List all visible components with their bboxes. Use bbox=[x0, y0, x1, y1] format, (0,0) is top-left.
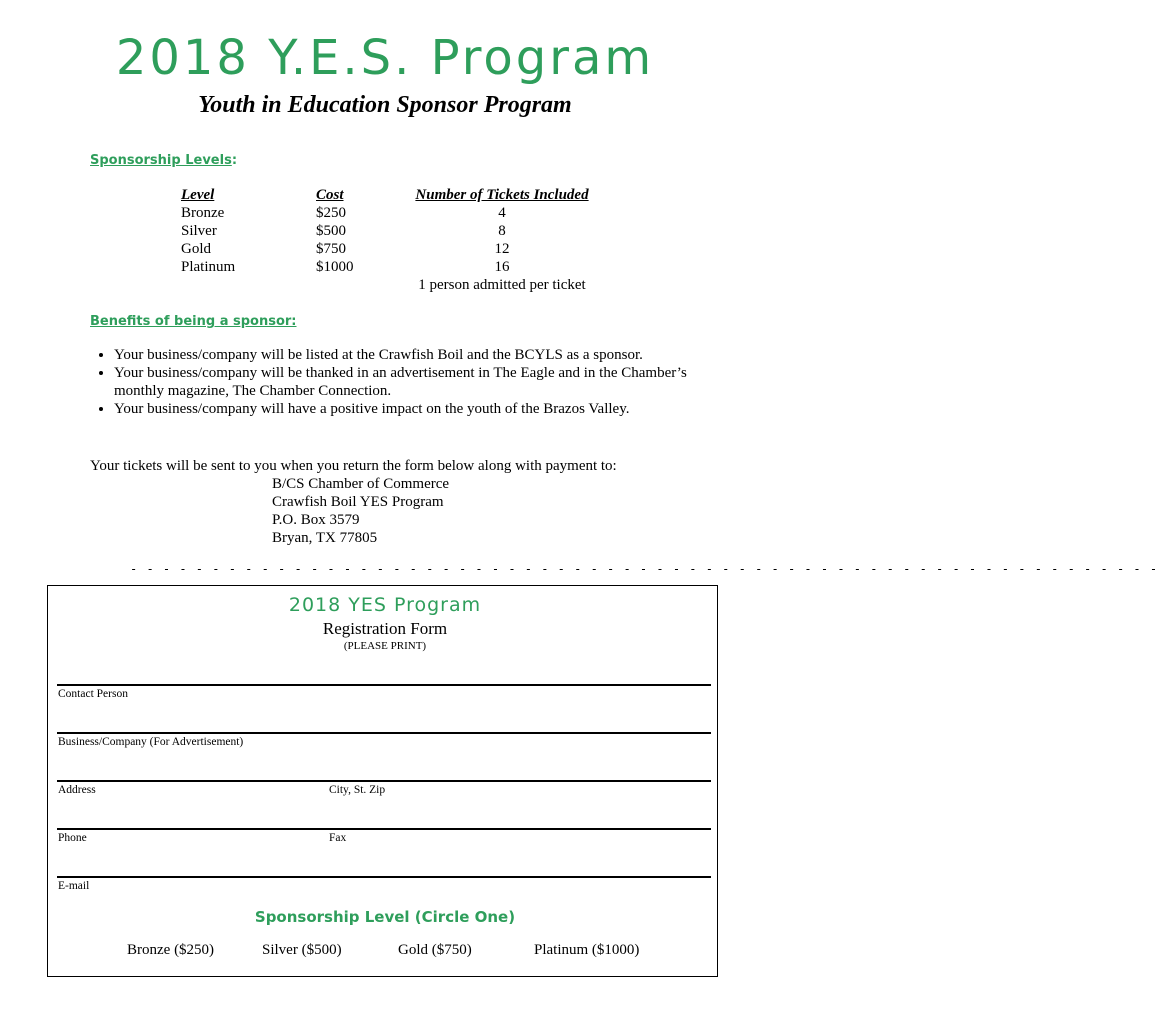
cost-cell: $750 bbox=[316, 241, 346, 257]
contact-person-line[interactable] bbox=[57, 684, 711, 686]
tickets-cell: 12 bbox=[494, 241, 510, 257]
address-line: B/CS Chamber of Commerce bbox=[272, 476, 450, 492]
business-label: Business/Company (For Advertisement) bbox=[58, 736, 244, 748]
level-cell: Bronze bbox=[181, 205, 225, 221]
phone-label: Phone bbox=[58, 832, 87, 844]
benefits-heading-text: Benefits of being a sponsor: bbox=[90, 314, 297, 329]
level-cell: Platinum bbox=[181, 259, 236, 275]
mailing-intro: Your tickets will be sent to you when you return the form below along with payment to: bbox=[90, 458, 617, 474]
benefit-item: • Your business/company will have a positive impact on the youth of the Brazos Valley. bbox=[114, 400, 694, 418]
tickets-column-header: Number of Tickets Included bbox=[415, 187, 589, 203]
tickets-note: 1 person admitted per ticket bbox=[418, 277, 586, 293]
level-cell: Silver bbox=[181, 223, 217, 239]
cost-cell: $500 bbox=[316, 223, 346, 239]
option-platinum[interactable]: Platinum ($1000) bbox=[534, 942, 640, 958]
page-subtitle: Youth in Education Sponsor Program bbox=[198, 92, 572, 118]
address-line: Bryan, TX 77805 bbox=[272, 530, 378, 546]
mailing-address bbox=[272, 475, 449, 547]
tickets-cell: 16 bbox=[494, 259, 510, 275]
address-label: Address bbox=[58, 784, 96, 796]
fax-label: Fax bbox=[329, 832, 347, 844]
city-state-zip-label: City, St. Zip bbox=[329, 784, 386, 796]
cost-column-header: Cost bbox=[316, 187, 344, 203]
form-instruction: (PLEASE PRINT) bbox=[343, 640, 427, 652]
sponsorship-level-heading: Sponsorship Level (Circle One) bbox=[254, 908, 516, 926]
address-line-field[interactable] bbox=[57, 780, 711, 782]
option-bronze[interactable]: Bronze ($250) bbox=[127, 942, 215, 958]
sponsorship-levels-heading bbox=[90, 151, 237, 169]
tickets-cell: 4 bbox=[498, 205, 506, 221]
cost-cell: $250 bbox=[316, 205, 346, 221]
benefits-list bbox=[90, 346, 694, 418]
level-cell: Gold bbox=[181, 241, 211, 257]
contact-person-label: Contact Person bbox=[58, 688, 128, 700]
level-column-header: Level bbox=[181, 187, 215, 203]
sponsorship-levels-heading-colon: : bbox=[231, 153, 238, 168]
tickets-cell: 8 bbox=[498, 223, 506, 239]
option-gold[interactable]: Gold ($750) bbox=[398, 942, 472, 958]
form-subtitle: Registration Form bbox=[322, 619, 448, 638]
level-column bbox=[181, 186, 235, 276]
address-line: P.O. Box 3579 bbox=[272, 512, 360, 528]
phone-line[interactable] bbox=[57, 828, 711, 830]
business-line[interactable] bbox=[57, 732, 711, 734]
benefit-item: • Your business/company will be listed at the Crawfish Boil and the BCYLS as a sponsor. bbox=[114, 346, 694, 364]
page-title: 2018 Y.E.S. Program bbox=[115, 30, 655, 86]
benefit-item: • Your business/company will be thanked in an advertisement in The Eagle and in the Chamber’s monthly magazine, The Chamber Connection. bbox=[114, 364, 694, 400]
benefits-heading bbox=[90, 312, 297, 330]
tickets-column bbox=[407, 186, 597, 294]
sponsorship-levels-heading-text: Sponsorship Levels bbox=[90, 153, 232, 168]
cost-cell: $1000 bbox=[316, 259, 354, 275]
option-silver[interactable]: Silver ($500) bbox=[262, 942, 342, 958]
cut-line: - - - - - - - - - - - - - - - - - - - - - - - - - - - - - - - - - - - - - - - - - - - - - - - - - - - - - - - - - - - - - - - bbox=[130, 562, 1158, 576]
email-label: E-mail bbox=[58, 880, 90, 892]
address-line: Crawfish Boil YES Program bbox=[272, 494, 444, 510]
cost-column bbox=[316, 186, 354, 276]
email-line[interactable] bbox=[57, 876, 711, 878]
form-title: 2018 YES Program bbox=[288, 594, 482, 616]
